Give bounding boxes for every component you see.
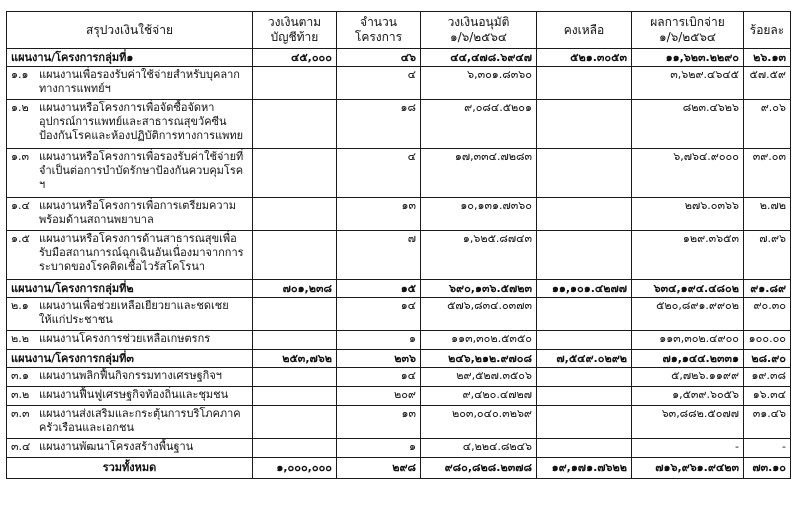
count-cell: ๑๔: [337, 368, 421, 387]
count-cell: ๑๓: [337, 406, 421, 439]
row-label-line: ป้องกันโรคและห้องปฏิบัติการทางการแพทย: [39, 129, 244, 142]
approved-cell: ๒๐๓,๐๔๐.๓๒๖๙: [421, 406, 537, 439]
approved-cell: ๑๐,๑๓๑.๗๓๖๐: [421, 198, 537, 231]
percent-cell: ๓๑.๔๖: [744, 406, 791, 439]
approved-cell: ๙๘๐,๘๒๘.๒๓๗๘: [421, 458, 537, 479]
approved-cell: ๑๑๓,๓๐๒.๕๓๕๐: [421, 331, 537, 350]
table-row: [7, 231, 791, 280]
row-label-line: แผนงานพัฒนาโครงสร้างพื้นฐาน: [39, 440, 194, 453]
row-label-line: ครัวเรือนและเอกชน: [39, 421, 134, 434]
row-label: [7, 100, 253, 149]
row-label-line: พร้อมด้านสถานพยาบาล: [39, 213, 154, 226]
remaining-cell: [537, 331, 632, 350]
row-label-line: แผนงานโครงการช่วยเหลือเกษตรกร: [39, 332, 211, 345]
remaining-cell: [537, 298, 632, 331]
percent-cell: ๓๙.๐๓: [744, 149, 791, 198]
percent-cell: ๗.๙๖: [744, 231, 791, 280]
row-label: [7, 439, 253, 458]
budget-cell: [253, 439, 337, 458]
sub-label: [11, 199, 248, 227]
row-label-line: ฯ: [39, 178, 46, 191]
sub-label: [11, 407, 248, 435]
disbursed-cell: ๖๓,๘๘๒.๕๐๗๗: [632, 406, 744, 439]
approved-cell: ๕๗๖,๘๓๔.๐๓๗๓: [421, 298, 537, 331]
table-body: [7, 49, 791, 479]
budget-cell: ๑,๐๐๐,๐๐๐: [253, 458, 337, 479]
budget-cell: [253, 368, 337, 387]
sub-label: [11, 369, 248, 383]
header-approved-line2: ๑/๖/๒๕๖๔: [449, 30, 507, 44]
row-label-line: แผนงานส่งเสริมและกระตุ้นการบริโภคภาค: [39, 407, 241, 420]
table-row: [7, 368, 791, 387]
remaining-cell: [537, 67, 632, 100]
header-remaining: คงเหลือ: [537, 12, 632, 49]
budget-summary-table: [6, 11, 791, 479]
count-cell: ๔: [337, 67, 421, 100]
percent-cell: ๙๐.๓๐: [744, 298, 791, 331]
disbursed-cell: ๘๒๓.๔๖๒๖: [632, 100, 744, 149]
disbursed-cell: ๕๒๐,๘๙๑.๙๙๐๒: [632, 298, 744, 331]
row-label: [7, 298, 253, 331]
disbursed-cell: ๑๑๓,๓๐๒.๔๙๐๐: [632, 331, 744, 350]
row-label-line: แผนงานฟื้นฟูเศรษฐกิจท้องถิ่นและชุมชน: [39, 388, 229, 401]
row-code: ๑.๔: [11, 199, 30, 212]
header-disbursed: [632, 12, 744, 49]
row-label: [7, 368, 253, 387]
row-code: ๒.๑: [11, 299, 29, 312]
count-cell: ๗: [337, 231, 421, 280]
row-label: แผนงาน/โครงการกลุ่มที่๑: [7, 49, 253, 67]
count-cell: ๑: [337, 439, 421, 458]
header-approved: [421, 12, 537, 49]
disbursed-cell: ๗๑,๑๔๔.๒๓๓๑: [632, 350, 744, 368]
row-label-line: ทางการแพทย์ฯ: [39, 82, 111, 95]
budget-cell: [253, 100, 337, 149]
group-row: [7, 350, 791, 368]
approved-cell: ๙,๔๒๐.๔๗๒๗: [421, 387, 537, 406]
header-budget-line2: บัญชีท้าย: [270, 30, 319, 44]
sub-label: [11, 232, 248, 274]
budget-cell: [253, 149, 337, 198]
approved-cell: ๖๙๐,๑๓๖.๕๗๒๓: [421, 280, 537, 298]
remaining-cell: [537, 198, 632, 231]
remaining-cell: ๑๙,๑๗๑.๗๖๒๒: [537, 458, 632, 479]
header-disbursed-line1: ผลการเบิกจ่าย: [650, 15, 725, 29]
table-row: [7, 387, 791, 406]
remaining-cell: [537, 149, 632, 198]
row-label: [7, 331, 253, 350]
disbursed-cell: ๖๓๔,๑๙๔.๔๘๐๒: [632, 280, 744, 298]
approved-cell: ๑,๖๒๕.๘๗๔๓: [421, 231, 537, 280]
percent-cell: -: [744, 439, 791, 458]
row-label-line: แผนงานหรือโครงการเพื่อจัดซื้อจัดหา: [39, 101, 215, 114]
table-row: [7, 406, 791, 439]
row-code: ๑.๓: [11, 150, 29, 163]
row-label-line: แผนงานพลิกฟื้นกิจกรรมทางเศรษฐกิจฯ: [39, 369, 222, 382]
sub-label: [11, 440, 248, 454]
row-code: ๓.๑: [11, 369, 29, 382]
row-label-line: แผนงานหรือโครงการเพื่อการเตรียมความ: [39, 199, 237, 212]
count-cell: ๔: [337, 149, 421, 198]
disbursed-cell: ๗๑๖,๙๖๑.๙๔๒๓: [632, 458, 744, 479]
budget-cell: [253, 198, 337, 231]
row-label-line: ให้แก่ประชาชน: [39, 313, 113, 326]
percent-cell: ๙.๐๖: [744, 100, 791, 149]
table-row: [7, 67, 791, 100]
remaining-cell: [537, 439, 632, 458]
row-label-line: อุปกรณ์การแพทย์และสาธารณสุขวัคซีน: [39, 115, 227, 128]
approved-cell: ๔๔,๔๗๘.๖๙๔๗: [421, 49, 537, 67]
percent-cell: ๗๓.๑๐: [744, 458, 791, 479]
row-code: ๑.๒: [11, 101, 29, 114]
header-count-line1: จำนวน: [360, 15, 397, 29]
row-label: รวมทั้งหมด: [7, 458, 253, 479]
disbursed-cell: ๑๑,๖๒๓.๒๒๙๐: [632, 49, 744, 67]
disbursed-cell: ๑๒๙.๓๖๕๓: [632, 231, 744, 280]
row-label: [7, 198, 253, 231]
count-cell: ๒๙๘: [337, 458, 421, 479]
row-label: [7, 67, 253, 100]
count-cell: ๒๓๖: [337, 350, 421, 368]
header-count-line2: โครงการ: [354, 30, 403, 44]
row-code: ๓.๔: [11, 440, 31, 453]
total-row: [7, 458, 791, 479]
header-budget-line1: วงเงินตาม: [267, 15, 322, 29]
disbursed-cell: -: [632, 439, 744, 458]
budget-cell: [253, 331, 337, 350]
approved-cell: ๒๙,๕๒๗.๓๕๐๖: [421, 368, 537, 387]
row-label: แผนงาน/โครงการกลุ่มที่๒: [7, 280, 253, 298]
percent-cell: ๙๑.๘๙: [744, 280, 791, 298]
row-code: ๑.๑: [11, 68, 29, 81]
sub-label: [11, 299, 248, 327]
disbursed-cell: ๓,๖๒๙.๔๖๔๕: [632, 67, 744, 100]
row-code: ๒.๒: [11, 332, 29, 345]
count-cell: ๑๕: [337, 280, 421, 298]
row-label: แผนงาน/โครงการกลุ่มที่๓: [7, 350, 253, 368]
remaining-cell: [537, 387, 632, 406]
header-disbursed-line2: ๑/๖/๒๕๖๔: [658, 30, 716, 44]
header-budget: [253, 12, 337, 49]
remaining-cell: [537, 368, 632, 387]
percent-cell: ๒๘.๙๐: [744, 350, 791, 368]
count-cell: ๑๔: [337, 298, 421, 331]
row-label-line: แผนงานเพื่อช่วยเหลือเยียวยาและชดเชย: [39, 299, 229, 312]
approved-cell: ๖,๓๐๑.๘๓๖๐: [421, 67, 537, 100]
group-row: [7, 280, 791, 298]
approved-cell: ๒๔๖,๒๑๒.๙๗๐๘: [421, 350, 537, 368]
table-row: [7, 439, 791, 458]
percent-cell: ๑๙.๓๘: [744, 368, 791, 387]
disbursed-cell: ๕,๗๒๖.๑๑๙๙: [632, 368, 744, 387]
row-label: [7, 149, 253, 198]
count-cell: ๒๐๙: [337, 387, 421, 406]
remaining-cell: [537, 406, 632, 439]
table-row: [7, 298, 791, 331]
approved-cell: ๔,๒๒๔.๘๒๔๖: [421, 439, 537, 458]
row-label-line: แผนงานหรือโครงการเพื่อรองรับค่าใช้จ่ายที่: [39, 150, 244, 163]
header-row: [7, 12, 791, 49]
remaining-cell: [537, 231, 632, 280]
count-cell: ๑๓: [337, 198, 421, 231]
budget-cell: [253, 406, 337, 439]
remaining-cell: ๕๒๑.๓๐๕๓: [537, 49, 632, 67]
row-code: ๓.๓: [11, 407, 30, 420]
row-label-line: แผนงานหรือโครงการด้านสาธารณสุขเพื่อ: [39, 232, 237, 245]
budget-cell: [253, 231, 337, 280]
approved-cell: ๑๗,๓๓๔.๗๒๘๓: [421, 149, 537, 198]
percent-cell: ๑๖.๓๔: [744, 387, 791, 406]
budget-cell: ๒๕๓,๗๖๒: [253, 350, 337, 368]
approved-cell: ๙,๐๘๔.๕๒๐๑: [421, 100, 537, 149]
header-count: [337, 12, 421, 49]
sub-label: [11, 388, 248, 402]
table-row: [7, 100, 791, 149]
row-label: [7, 387, 253, 406]
percent-cell: ๒.๗๒: [744, 198, 791, 231]
sub-label: [11, 101, 248, 143]
table-row: [7, 198, 791, 231]
row-label-line: แผนงานเพื่อรองรับค่าใช้จ่ายสำหรับบุคลาก: [39, 68, 240, 81]
remaining-cell: ๗,๕๔๙.๐๒๙๒: [537, 350, 632, 368]
row-code: ๑.๕: [11, 232, 30, 245]
budget-cell: ๔๕,๐๐๐: [253, 49, 337, 67]
remaining-cell: ๑๑,๑๐๑.๔๒๗๗: [537, 280, 632, 298]
row-label-line: ระบาดของโรคติดเชื้อไวรัสโคโรนา: [39, 260, 206, 273]
disbursed-cell: ๑,๕๓๙.๖๐๕๖: [632, 387, 744, 406]
sub-label: [11, 150, 248, 192]
remaining-cell: [537, 100, 632, 149]
count-cell: ๑๘: [337, 100, 421, 149]
table-row: [7, 149, 791, 198]
percent-cell: ๒๖.๑๓: [744, 49, 791, 67]
disbursed-cell: ๖,๗๖๔.๙๐๐๐: [632, 149, 744, 198]
row-code: ๓.๒: [11, 388, 30, 401]
group-row: [7, 49, 791, 67]
sub-label: [11, 332, 248, 346]
header-summary: สรุปวงเงินใช้จ่าย: [7, 12, 253, 49]
row-label-line: จำเป็นต่อการบำบัดรักษาป้องกันควบคุมโรค: [39, 164, 244, 177]
row-label: [7, 231, 253, 280]
sub-label: [11, 68, 248, 96]
row-label-line: รับมือสถานการณ์ฉุกเฉินอันเนื่องมาจากการ: [39, 246, 244, 259]
budget-cell: [253, 67, 337, 100]
count-cell: ๔๖: [337, 49, 421, 67]
row-label: [7, 406, 253, 439]
budget-cell: [253, 387, 337, 406]
count-cell: ๑: [337, 331, 421, 350]
header-percent: ร้อยละ: [744, 12, 791, 49]
disbursed-cell: ๒๗๖.๐๓๖๖: [632, 198, 744, 231]
budget-cell: ๗๐๑,๒๓๘: [253, 280, 337, 298]
percent-cell: ๕๗.๕๙: [744, 67, 791, 100]
percent-cell: ๑๐๐.๐๐: [744, 331, 791, 350]
header-approved-line1: วงเงินอนุมัติ: [447, 15, 510, 29]
budget-cell: [253, 298, 337, 331]
table-row: [7, 331, 791, 350]
